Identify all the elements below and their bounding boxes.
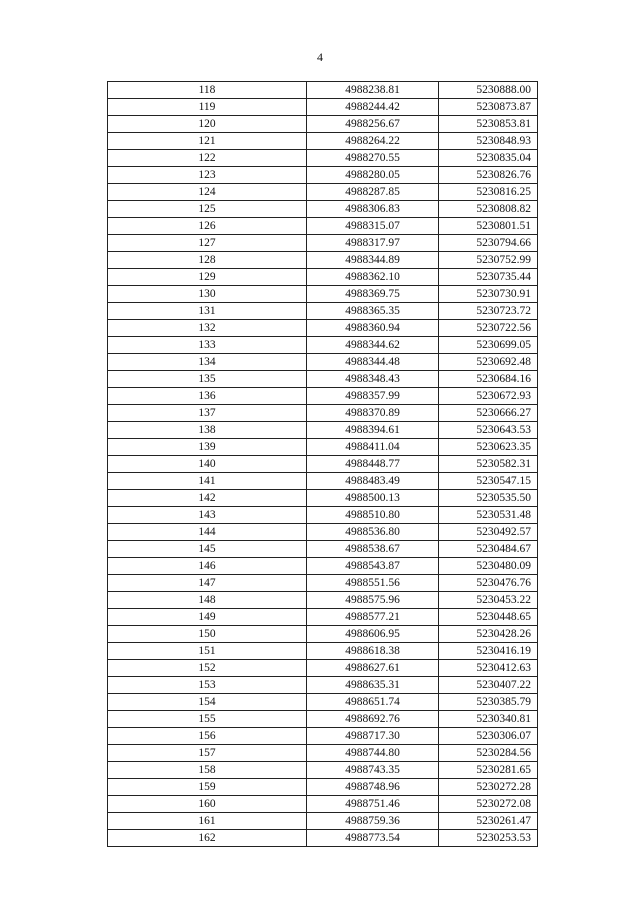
y-coordinate-cell: 5230835.04 — [439, 150, 538, 167]
table-row — [108, 150, 538, 167]
table-row — [108, 286, 538, 303]
y-coordinate-cell: 5230480.09 — [439, 558, 538, 575]
point-number-cell: 120 — [108, 116, 307, 133]
y-coordinate-cell: 5230272.28 — [439, 779, 538, 796]
y-coordinate-cell: 5230643.53 — [439, 422, 538, 439]
table-row — [108, 626, 538, 643]
table-row — [108, 694, 538, 711]
y-coordinate-cell: 5230722.56 — [439, 320, 538, 337]
point-number-cell: 119 — [108, 99, 307, 116]
table-row — [108, 422, 538, 439]
x-coordinate-cell: 4988264.22 — [307, 133, 439, 150]
table-row — [108, 439, 538, 456]
point-number-cell: 128 — [108, 252, 307, 269]
x-coordinate-cell: 4988344.48 — [307, 354, 439, 371]
point-number-cell: 155 — [108, 711, 307, 728]
table-row — [108, 745, 538, 762]
table-row — [108, 184, 538, 201]
x-coordinate-cell: 4988651.74 — [307, 694, 439, 711]
point-number-cell: 160 — [108, 796, 307, 813]
table-row — [108, 218, 538, 235]
page-number: 4 — [317, 50, 323, 64]
table-row — [108, 371, 538, 388]
point-number-cell: 131 — [108, 303, 307, 320]
point-number-cell: 132 — [108, 320, 307, 337]
point-number-cell: 125 — [108, 201, 307, 218]
y-coordinate-cell: 5230723.72 — [439, 303, 538, 320]
y-coordinate-cell: 5230752.99 — [439, 252, 538, 269]
x-coordinate-cell: 4988500.13 — [307, 490, 439, 507]
point-number-cell: 151 — [108, 643, 307, 660]
point-number-cell: 123 — [108, 167, 307, 184]
point-number-cell: 161 — [108, 813, 307, 830]
point-number-cell: 146 — [108, 558, 307, 575]
y-coordinate-cell: 5230492.57 — [439, 524, 538, 541]
point-number-cell: 158 — [108, 762, 307, 779]
point-number-cell: 124 — [108, 184, 307, 201]
x-coordinate-cell: 4988759.36 — [307, 813, 439, 830]
point-number-cell: 141 — [108, 473, 307, 490]
x-coordinate-cell: 4988751.46 — [307, 796, 439, 813]
x-coordinate-cell: 4988748.96 — [307, 779, 439, 796]
y-coordinate-cell: 5230801.51 — [439, 218, 538, 235]
point-number-cell: 135 — [108, 371, 307, 388]
x-coordinate-cell: 4988635.31 — [307, 677, 439, 694]
point-number-cell: 133 — [108, 337, 307, 354]
y-coordinate-cell: 5230848.93 — [439, 133, 538, 150]
table-row — [108, 558, 538, 575]
table-row — [108, 575, 538, 592]
x-coordinate-cell: 4988627.61 — [307, 660, 439, 677]
table-row — [108, 643, 538, 660]
point-number-cell: 127 — [108, 235, 307, 252]
y-coordinate-cell: 5230416.19 — [439, 643, 538, 660]
point-number-cell: 130 — [108, 286, 307, 303]
point-number-cell: 148 — [108, 592, 307, 609]
x-coordinate-cell: 4988344.89 — [307, 252, 439, 269]
table-row — [108, 235, 538, 252]
y-coordinate-cell: 5230808.82 — [439, 201, 538, 218]
y-coordinate-cell: 5230412.63 — [439, 660, 538, 677]
x-coordinate-cell: 4988369.75 — [307, 286, 439, 303]
y-coordinate-cell: 5230826.76 — [439, 167, 538, 184]
table-row — [108, 507, 538, 524]
point-number-cell: 137 — [108, 405, 307, 422]
x-coordinate-cell: 4988577.21 — [307, 609, 439, 626]
y-coordinate-cell: 5230699.05 — [439, 337, 538, 354]
x-coordinate-cell: 4988256.67 — [307, 116, 439, 133]
coordinates-table — [107, 81, 538, 847]
table-row — [108, 252, 538, 269]
x-coordinate-cell: 4988543.87 — [307, 558, 439, 575]
x-coordinate-cell: 4988411.04 — [307, 439, 439, 456]
y-coordinate-cell: 5230794.66 — [439, 235, 538, 252]
x-coordinate-cell: 4988365.35 — [307, 303, 439, 320]
point-number-cell: 129 — [108, 269, 307, 286]
point-number-cell: 136 — [108, 388, 307, 405]
table-row — [108, 456, 538, 473]
table-row — [108, 609, 538, 626]
x-coordinate-cell: 4988370.89 — [307, 405, 439, 422]
y-coordinate-cell: 5230448.65 — [439, 609, 538, 626]
y-coordinate-cell: 5230284.56 — [439, 745, 538, 762]
table-row — [108, 830, 538, 847]
point-number-cell: 150 — [108, 626, 307, 643]
point-number-cell: 159 — [108, 779, 307, 796]
x-coordinate-cell: 4988606.95 — [307, 626, 439, 643]
y-coordinate-cell: 5230666.27 — [439, 405, 538, 422]
y-coordinate-cell: 5230306.07 — [439, 728, 538, 745]
x-coordinate-cell: 4988773.54 — [307, 830, 439, 847]
point-number-cell: 153 — [108, 677, 307, 694]
y-coordinate-cell: 5230547.15 — [439, 473, 538, 490]
y-coordinate-cell: 5230735.44 — [439, 269, 538, 286]
table-row — [108, 796, 538, 813]
x-coordinate-cell: 4988244.42 — [307, 99, 439, 116]
y-coordinate-cell: 5230428.26 — [439, 626, 538, 643]
table-row — [108, 320, 538, 337]
y-coordinate-cell: 5230253.53 — [439, 830, 538, 847]
table-row — [108, 201, 538, 218]
y-coordinate-cell: 5230582.31 — [439, 456, 538, 473]
x-coordinate-cell: 4988287.85 — [307, 184, 439, 201]
table-row — [108, 269, 538, 286]
y-coordinate-cell: 5230281.65 — [439, 762, 538, 779]
y-coordinate-cell: 5230730.91 — [439, 286, 538, 303]
table-row — [108, 813, 538, 830]
y-coordinate-cell: 5230873.87 — [439, 99, 538, 116]
x-coordinate-cell: 4988692.76 — [307, 711, 439, 728]
point-number-cell: 118 — [108, 82, 307, 99]
y-coordinate-cell: 5230623.35 — [439, 439, 538, 456]
x-coordinate-cell: 4988575.96 — [307, 592, 439, 609]
y-coordinate-cell: 5230531.48 — [439, 507, 538, 524]
x-coordinate-cell: 4988344.62 — [307, 337, 439, 354]
point-number-cell: 152 — [108, 660, 307, 677]
point-number-cell: 145 — [108, 541, 307, 558]
point-number-cell: 142 — [108, 490, 307, 507]
table-row — [108, 592, 538, 609]
x-coordinate-cell: 4988315.07 — [307, 218, 439, 235]
x-coordinate-cell: 4988317.97 — [307, 235, 439, 252]
point-number-cell: 162 — [108, 830, 307, 847]
x-coordinate-cell: 4988510.80 — [307, 507, 439, 524]
table-row — [108, 490, 538, 507]
x-coordinate-cell: 4988717.30 — [307, 728, 439, 745]
point-number-cell: 143 — [108, 507, 307, 524]
coordinates-table-body — [108, 82, 538, 847]
y-coordinate-cell: 5230272.08 — [439, 796, 538, 813]
y-coordinate-cell: 5230476.76 — [439, 575, 538, 592]
y-coordinate-cell: 5230535.50 — [439, 490, 538, 507]
x-coordinate-cell: 4988360.94 — [307, 320, 439, 337]
y-coordinate-cell: 5230684.16 — [439, 371, 538, 388]
x-coordinate-cell: 4988348.43 — [307, 371, 439, 388]
x-coordinate-cell: 4988357.99 — [307, 388, 439, 405]
point-number-cell: 134 — [108, 354, 307, 371]
point-number-cell: 144 — [108, 524, 307, 541]
table-row — [108, 779, 538, 796]
y-coordinate-cell: 5230407.22 — [439, 677, 538, 694]
point-number-cell: 139 — [108, 439, 307, 456]
table-row — [108, 388, 538, 405]
table-row — [108, 303, 538, 320]
x-coordinate-cell: 4988536.80 — [307, 524, 439, 541]
y-coordinate-cell: 5230385.79 — [439, 694, 538, 711]
table-row — [108, 524, 538, 541]
table-row — [108, 133, 538, 150]
table-row — [108, 167, 538, 184]
point-number-cell: 140 — [108, 456, 307, 473]
x-coordinate-cell: 4988270.55 — [307, 150, 439, 167]
x-coordinate-cell: 4988394.61 — [307, 422, 439, 439]
point-number-cell: 154 — [108, 694, 307, 711]
y-coordinate-cell: 5230853.81 — [439, 116, 538, 133]
x-coordinate-cell: 4988538.67 — [307, 541, 439, 558]
table-row — [108, 541, 538, 558]
table-row — [108, 354, 538, 371]
x-coordinate-cell: 4988743.35 — [307, 762, 439, 779]
y-coordinate-cell: 5230261.47 — [439, 813, 538, 830]
y-coordinate-cell: 5230888.00 — [439, 82, 538, 99]
table-row — [108, 116, 538, 133]
x-coordinate-cell: 4988238.81 — [307, 82, 439, 99]
table-row — [108, 711, 538, 728]
point-number-cell: 149 — [108, 609, 307, 626]
y-coordinate-cell: 5230453.22 — [439, 592, 538, 609]
y-coordinate-cell: 5230340.81 — [439, 711, 538, 728]
table-row — [108, 660, 538, 677]
x-coordinate-cell: 4988744.80 — [307, 745, 439, 762]
x-coordinate-cell: 4988618.38 — [307, 643, 439, 660]
x-coordinate-cell: 4988483.49 — [307, 473, 439, 490]
y-coordinate-cell: 5230484.67 — [439, 541, 538, 558]
x-coordinate-cell: 4988280.05 — [307, 167, 439, 184]
table-row — [108, 762, 538, 779]
point-number-cell: 147 — [108, 575, 307, 592]
y-coordinate-cell: 5230816.25 — [439, 184, 538, 201]
point-number-cell: 121 — [108, 133, 307, 150]
x-coordinate-cell: 4988306.83 — [307, 201, 439, 218]
table-row — [108, 99, 538, 116]
y-coordinate-cell: 5230672.93 — [439, 388, 538, 405]
point-number-cell: 157 — [108, 745, 307, 762]
point-number-cell: 156 — [108, 728, 307, 745]
table-row — [108, 473, 538, 490]
point-number-cell: 126 — [108, 218, 307, 235]
table-row — [108, 677, 538, 694]
x-coordinate-cell: 4988448.77 — [307, 456, 439, 473]
point-number-cell: 122 — [108, 150, 307, 167]
x-coordinate-cell: 4988551.56 — [307, 575, 439, 592]
table-row — [108, 728, 538, 745]
x-coordinate-cell: 4988362.10 — [307, 269, 439, 286]
point-number-cell: 138 — [108, 422, 307, 439]
y-coordinate-cell: 5230692.48 — [439, 354, 538, 371]
table-row — [108, 337, 538, 354]
table-row — [108, 405, 538, 422]
table-row — [108, 82, 538, 99]
